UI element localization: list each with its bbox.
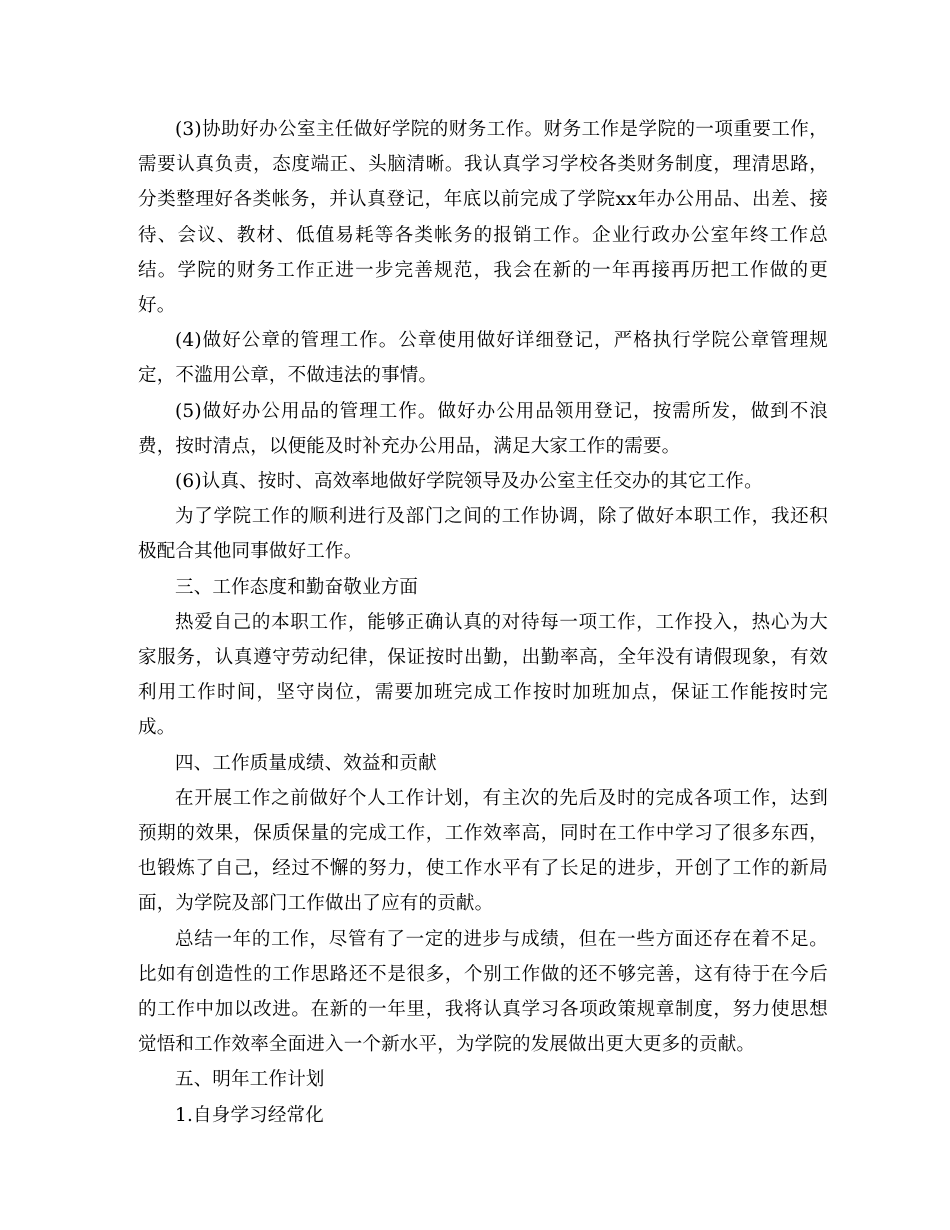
paragraph-finance-work: (3)协助好办公室主任做好学院的财务工作。财务工作是学院的一项重要工作，需要认真负责，态度端正、头脑清晰。我认真学习学校各类财务制度，理清思路，分类整理好各类帐务，并认真登记，年底以前完成了学院xx年办公用品、出差、接待、会议、教材、低值易耗等各类帐务的报销工作。企业行政办公室年终工作总结。学院的财务工作正进一步完善规范，我会在新的一年再接再历把工作做的更好。: [138, 119, 828, 317]
paragraph-cooperation: 为了学院工作的顺利进行及部门之间的工作协调，除了做好本职工作，我还积极配合其他同事做好工作。: [138, 506, 828, 563]
paragraph-office-supplies: (5)做好办公用品的管理工作。做好办公用品领用登记，按需所发，做到不浪费，按时清点，以便能及时补充办公用品，满足大家工作的需要。: [138, 400, 828, 457]
list-item-self-study: 1.自身学习经常化: [175, 1104, 324, 1126]
paragraph-summary: 总结一年的工作，尽管有了一定的进步与成绩，但在一些方面还存在着不足。比如有创造性的工作思路还不是很多，个别工作做的还不够完善，这有待于在今后的工作中加以改进。在新的一年里，我将认真学习各项政策规章制度，努力使思想觉悟和工作效率全面进入一个新水平，为学院的发展做出更大更多的贡献。: [138, 928, 828, 1056]
section-heading-next-year-plan: 五、明年工作计划: [175, 1069, 325, 1091]
section-heading-quality: 四、工作质量成绩、效益和贡献: [175, 752, 437, 774]
section-heading-attitude: 三、工作态度和勤奋敬业方面: [175, 576, 419, 598]
paragraph-seal-management: (4)做好公章的管理工作。公章使用做好详细登记，严格执行学院公章管理规定，不滥用公章，不做违法的事情。: [138, 330, 828, 387]
document-page: [138, 112, 828, 1133]
paragraph-other-tasks: (6)认真、按时、高效率地做好学院领导及办公室主任交办的其它工作。: [175, 471, 763, 493]
paragraph-attitude: 热爱自己的本职工作，能够正确认真的对待每一项工作，工作投入，热心为大家服务，认真遵守劳动纪律，保证按时出勤，出勤率高，全年没有请假现象，有效利用工作时间，坚守岗位，需要加班完成工作按时加班加点，保证工作能按时完成。: [138, 611, 828, 739]
paragraph-quality: 在开展工作之前做好个人工作计划，有主次的先后及时的完成各项工作，达到预期的效果，保质保量的完成工作，工作效率高，同时在工作中学习了很多东西，也锻炼了自己，经过不懈的努力，使工作水平有了长足的进步，开创了工作的新局面，为学院及部门工作做出了应有的贡献。: [138, 787, 828, 915]
